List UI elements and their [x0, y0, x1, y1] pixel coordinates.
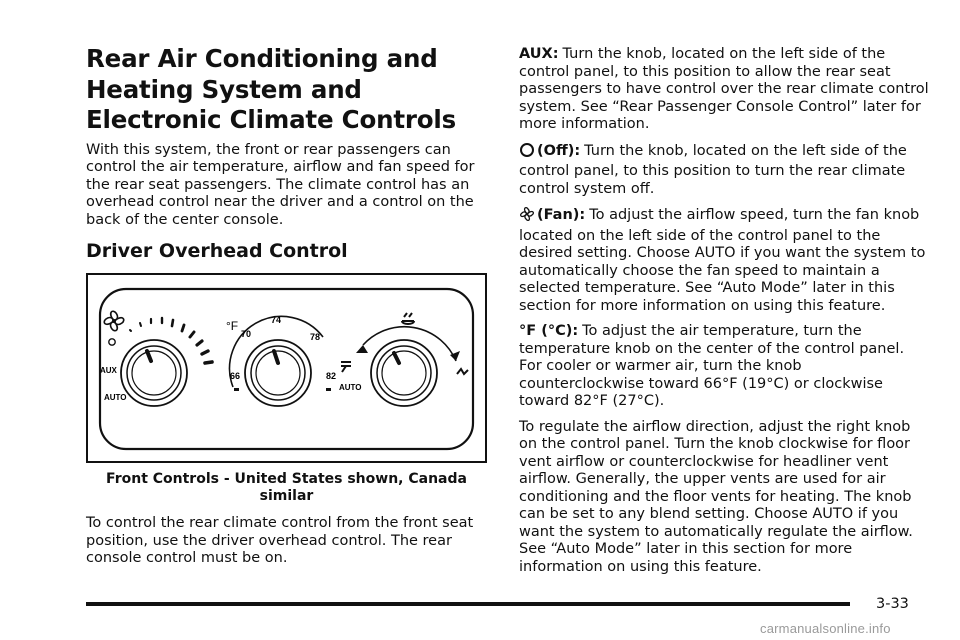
- auto-label-left: AUTO: [104, 393, 127, 402]
- fan-item: [519, 206, 929, 315]
- fan-knob: [121, 340, 187, 406]
- temperature-text: To adjust the air temperature, turn the temperature knob on the center of the control panel. For cooler or warmer air, turn the knob counterclockwise toward 66°F (19°C) or clockwise toward 82°F (27°C).: [519, 323, 905, 409]
- fan-text: To adjust the airflow speed, turn the fan knob located on the left side of the control panel to the desired setting. Choose AUTO if you want the system to automatically choose the fan speed to maintain a selected temperature. See “Auto Mode” later in this section for more information on using this feature.: [519, 207, 926, 314]
- right-column: [519, 46, 929, 584]
- figure-caption: Front Controls - United States shown, Canada similar: [106, 471, 467, 504]
- fan-speed-ticks: [130, 318, 212, 363]
- subheading: Driver Overhead Control: [86, 240, 348, 262]
- temperature-term: °F (°C):: [519, 323, 579, 339]
- control-panel-figure: [86, 273, 487, 463]
- aux-text: Turn the knob, located on the left side of the control panel, to this position to allow the rear seat passengers to have control over the rear climate control system. See “Rear Passenger Console Control” later for more information.: [519, 46, 929, 132]
- off-icon: [519, 142, 535, 164]
- page-number: 3-33: [876, 596, 909, 612]
- fan-term: (Fan):: [537, 207, 586, 223]
- left-column: [86, 44, 491, 568]
- temp-82: 82: [326, 371, 337, 381]
- off-item: [519, 142, 929, 199]
- auto-label-right: AUTO: [339, 383, 362, 392]
- temp-70: 70: [241, 329, 252, 339]
- floor-vent-icon: [457, 369, 468, 374]
- aux-term: AUX:: [519, 46, 559, 62]
- mode-knob: [371, 340, 437, 406]
- temp-66: 66: [230, 371, 241, 381]
- off-icon: [109, 339, 115, 345]
- intro-paragraph: With this system, the front or rear passengers can control the air temperature, airflow and fan speed for the rear seat passengers. The climate control has an overhead control near the driver and a control on the back of the center console.: [86, 141, 475, 228]
- closing-paragraph: To regulate the airflow direction, adjust the right knob on the control panel. Turn the knob clockwise for floor vent airflow or counterclockwise for headliner vent airflow. Generally, the upper vents are used for air conditioning and the floor vents for heating. The knob can be set to any blend setting. Choose AUTO if you want the system to automatically regulate the airflow. See “Auto Mode” later in this section for more information on using this feature.: [519, 418, 913, 575]
- aux-item: [519, 46, 929, 134]
- footer-rule: [86, 602, 850, 606]
- headliner-vent-icon: [402, 313, 414, 324]
- temp-74: 74: [271, 315, 282, 325]
- temperature-item: [519, 323, 929, 411]
- fan-icon: [104, 311, 123, 330]
- temperature-knob: [245, 340, 311, 406]
- after-figure-paragraph: To control the rear climate control from the front seat position, use the driver overhead control. The rear console control must be on.: [86, 515, 474, 566]
- off-term: (Off):: [537, 142, 581, 159]
- temp-78: 78: [310, 332, 321, 342]
- blend-vent-icon: [341, 362, 351, 372]
- fan-icon: [519, 206, 535, 228]
- watermark: carmanualsonline.info: [760, 621, 891, 636]
- control-panel-illustration: [88, 275, 485, 461]
- off-text: Turn the knob, located on the left side of the control panel, to this position to turn the rear climate control system off.: [519, 142, 907, 197]
- unit-label: °F: [226, 319, 239, 333]
- section-heading: Rear Air Conditioning and Heating System and Electronic Climate Controls: [86, 44, 456, 134]
- aux-label: AUX: [100, 366, 117, 375]
